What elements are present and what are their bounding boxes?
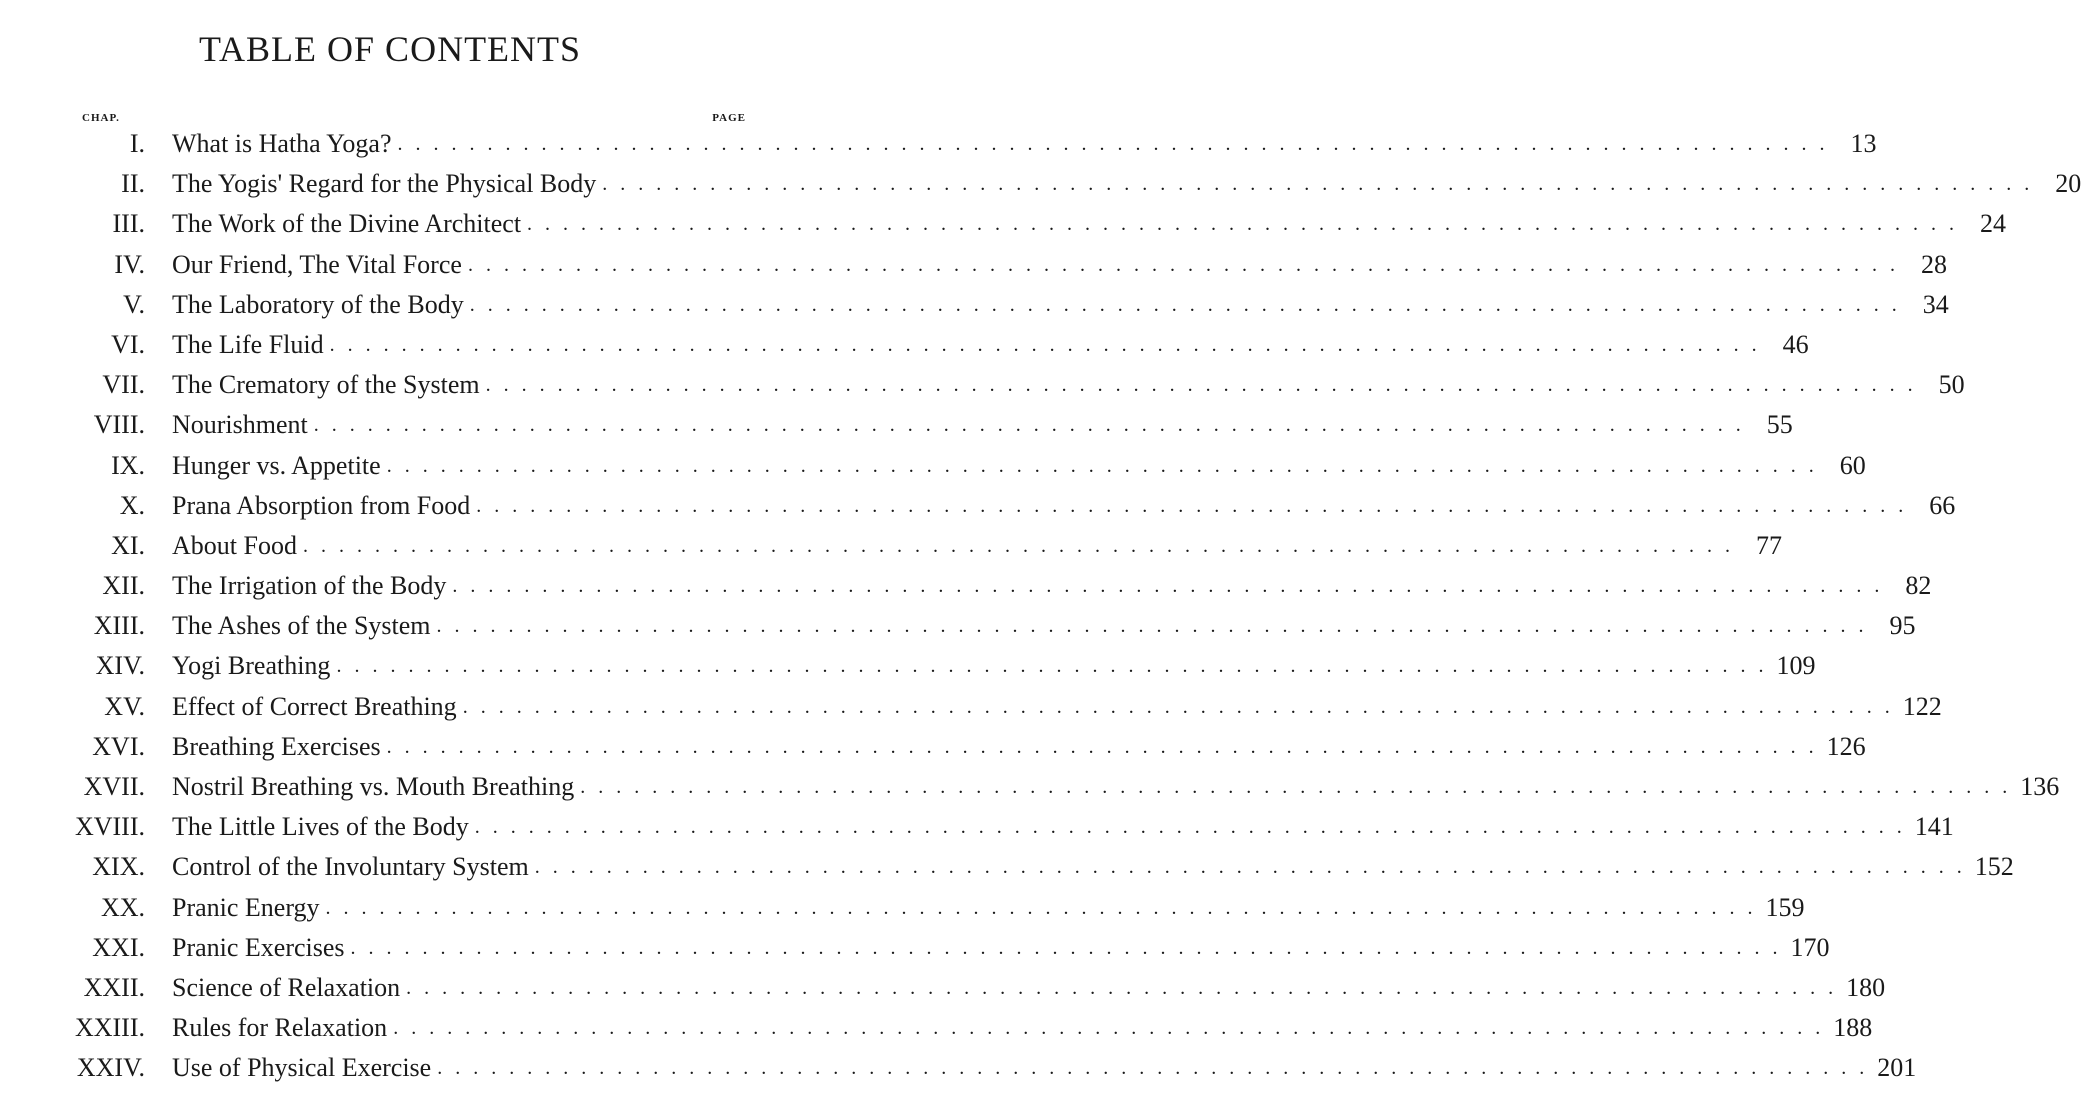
chapter-number: XVI. <box>92 731 145 761</box>
chapter-title: Nourishment <box>172 410 308 440</box>
chapter-title: Hunger vs. Appetite <box>172 450 381 480</box>
chapter-number: XII. <box>102 571 145 601</box>
dot-leader: . . . . . . . . . . . . . . . . . . . . . . . . . . . . . . . . . . . . . . . . . . . . . . . . . . . . . . . . . . . . . . . . . . . . . . . . . . . . . . . . <box>452 575 1884 598</box>
chapter-title: Prana Absorption from Food <box>172 490 471 520</box>
page-number: 20 <box>2055 169 2081 199</box>
chapter-number: VIII. <box>93 410 145 440</box>
chapter-number: IV. <box>114 249 145 279</box>
chapter-number: XIX. <box>92 852 145 882</box>
page-number: 60 <box>1839 450 1866 480</box>
chapter-title: The Laboratory of the Body <box>172 289 464 319</box>
chapter-number: III. <box>112 209 145 239</box>
page-number: 201 <box>1877 1053 1917 1083</box>
toc-entry-line <box>172 204 2007 244</box>
toc-entry <box>0 325 1809 365</box>
dot-leader: . . . . . . . . . . . . . . . . . . . . . . . . . . . . . . . . . . . . . . . . . . . . . . . . . . . . . . . . . . . . . . . . . . . . . . . . . . . . . . . . <box>462 695 1894 718</box>
chapter-title: Breathing Exercises <box>172 731 381 761</box>
toc-entry <box>0 245 1947 285</box>
page-number: 28 <box>1920 249 1947 279</box>
dot-leader: . . . . . . . . . . . . . . . . . . . . . . . . . . . . . . . . . . . . . . . . . . . . . . . . . . . . . . . . . . . . . . . . . . . . . . . . . . . . . . . . <box>406 976 1838 999</box>
chapter-number: XX. <box>100 892 145 922</box>
toc-entry-line <box>172 968 1886 1008</box>
chapter-title: The Life Fluid <box>172 329 324 359</box>
chapter-title: The Little Lives of the Body <box>172 812 469 842</box>
toc-entry <box>0 928 1830 968</box>
toc-entry <box>0 164 2081 204</box>
toc-entry <box>0 486 1956 526</box>
toc-entry-line <box>172 646 1816 686</box>
chapter-number: VII. <box>102 370 145 400</box>
chapter-column-label: CHAP. <box>82 112 120 124</box>
toc-entry <box>0 646 1816 686</box>
dot-leader: . . . . . . . . . . . . . . . . . . . . . . . . . . . . . . . . . . . . . . . . . . . . . . . . . . . . . . . . . . . . . . . . . . . . . . . . . . . . . . . . <box>485 374 1917 397</box>
dot-leader: . . . . . . . . . . . . . . . . . . . . . . . . . . . . . . . . . . . . . . . . . . . . . . . . . . . . . . . . . . . . . . . . . . . . . . . . . . . . . . . . <box>386 454 1818 477</box>
dot-leader: . . . . . . . . . . . . . . . . . . . . . . . . . . . . . . . . . . . . . . . . . . . . . . . . . . . . . . . . . . . . . . . . . . . . . . . . . . . . . . . . <box>313 414 1745 437</box>
dot-leader: . . . . . . . . . . . . . . . . . . . . . . . . . . . . . . . . . . . . . . . . . . . . . . . . . . . . . . . . . . . . . . . . . . . . . . . . . . . . . . . . <box>474 816 1906 839</box>
toc-entry-line <box>172 124 1877 164</box>
chapter-number: V. <box>123 289 145 319</box>
toc-entry-line <box>172 245 1947 285</box>
toc-entry <box>0 365 1965 405</box>
page-number: 180 <box>1846 972 1886 1002</box>
page-number: 152 <box>1974 852 2014 882</box>
dot-leader: . . . . . . . . . . . . . . . . . . . . . . . . . . . . . . . . . . . . . . . . . . . . . . . . . . . . . . . . . . . . . . . . . . . . . . . . . . . . . . . . <box>436 615 1868 638</box>
chapter-title: The Irrigation of the Body <box>172 571 447 601</box>
toc-entry-line <box>172 727 1866 767</box>
chapter-number: IX. <box>111 450 145 480</box>
toc-entry-line <box>172 888 1805 928</box>
toc-entry-line <box>172 285 1949 325</box>
chapter-number: VI. <box>111 329 145 359</box>
toc-entry-line <box>172 526 1782 566</box>
chapter-title: The Work of the Divine Architect <box>172 209 522 239</box>
chapter-number: XXI. <box>92 932 145 962</box>
toc-entry <box>0 204 2007 244</box>
toc-entry <box>0 566 1932 606</box>
chapter-title: Effect of Correct Breathing <box>172 691 457 721</box>
toc-entry <box>0 807 1954 847</box>
toc-entry <box>0 1008 1873 1048</box>
toc-entry <box>0 767 2060 807</box>
chapter-number: XIV. <box>95 651 145 681</box>
page-number: 66 <box>1929 490 1956 520</box>
chapter-number: XI. <box>111 530 145 560</box>
chapter-title: Pranic Energy <box>172 892 320 922</box>
page-number: 159 <box>1765 892 1805 922</box>
chapter-number: XVII. <box>83 772 145 801</box>
chapter-title: About Food <box>172 530 297 560</box>
page-number: 95 <box>1889 611 1916 641</box>
dot-leader: . . . . . . . . . . . . . . . . . . . . . . . . . . . . . . . . . . . . . . . . . . . . . . . . . . . . . . . . . . . . . . . . . . . . . . . . . . . . . . . . <box>534 856 1966 879</box>
page-number: 24 <box>1980 209 2007 239</box>
chapter-number: XXII. <box>83 972 145 1002</box>
toc-entry-line <box>172 1008 1873 1048</box>
chapter-title: Science of Relaxation <box>172 972 401 1002</box>
dot-leader: . . . . . . . . . . . . . . . . . . . . . . . . . . . . . . . . . . . . . . . . . . . . . . . . . . . . . . . . . . . . . . . . . . . . . . . . . . . . . . . . <box>386 735 1818 758</box>
dot-leader: . . . . . . . . . . . . . . . . . . . . . . . . . . . . . . . . . . . . . . . . . . . . . . . . . . . . . . . . . . . . . . . . . . . . . . . . . . . . . . . . <box>393 1017 1825 1040</box>
page-number: 34 <box>1922 289 1949 319</box>
page-number: 141 <box>1914 812 1954 842</box>
page-number: 55 <box>1766 410 1793 440</box>
page-number: 46 <box>1782 329 1809 359</box>
toc-entry-line <box>172 807 1954 847</box>
toc-entry-line <box>172 446 1866 486</box>
chapter-number: XVIII. <box>74 812 145 842</box>
toc-entry <box>0 526 1782 566</box>
page-title: TABLE OF CONTENTS <box>198 29 582 69</box>
dot-leader: . . . . . . . . . . . . . . . . . . . . . . . . . . . . . . . . . . . . . . . . . . . . . . . . . . . . . . . . . . . . . . . . . . . . . . . . . . . . . . . . <box>329 333 1761 356</box>
dot-leader: . . . . . . . . . . . . . . . . . . . . . . . . . . . . . . . . . . . . . . . . . . . . . . . . . . . . . . . . . . . . . . . . . . . . . . . . . . . . . . . . <box>325 896 1757 919</box>
chapter-title: Yogi Breathing <box>172 651 331 681</box>
toc-entry <box>0 285 1949 325</box>
toc-entry <box>0 124 1877 164</box>
page-number: 13 <box>1850 129 1877 158</box>
toc-entry-line <box>172 767 2060 807</box>
toc-entry-line <box>172 566 1932 606</box>
chapter-title: Control of the Involuntary System <box>172 852 529 882</box>
toc-entry <box>0 405 1793 445</box>
chapter-number: II. <box>121 169 145 199</box>
dot-leader: . . . . . . . . . . . . . . . . . . . . . . . . . . . . . . . . . . . . . . . . . . . . . . . . . . . . . . . . . . . . . . . . . . . . . . . . . . . . . . . . <box>476 494 1908 517</box>
chapter-title: Pranic Exercises <box>172 932 345 962</box>
dot-leader: . . . . . . . . . . . . . . . . . . . . . . . . . . . . . . . . . . . . . . . . . . . . . . . . . . . . . . . . . . . . . . . . . . . . . . . . . . . . . . . . <box>302 534 1734 557</box>
toc-entry <box>0 847 2014 887</box>
page-number: 122 <box>1902 691 1942 721</box>
toc-entry <box>0 968 1886 1008</box>
toc-entry <box>0 1048 1917 1088</box>
chapter-number: XIII. <box>93 611 145 641</box>
chapter-number: XXIII. <box>74 1013 145 1043</box>
page-number: 50 <box>1938 370 1965 400</box>
chapter-title: The Ashes of the System <box>172 611 431 641</box>
dot-leader: . . . . . . . . . . . . . . . . . . . . . . . . . . . . . . . . . . . . . . . . . . . . . . . . . . . . . . . . . . . . . . . . . . . . . . . . . . . . . . . . <box>397 133 1829 155</box>
chapter-title: Nostril Breathing vs. Mouth Breathing <box>172 772 575 801</box>
dot-leader: . . . . . . . . . . . . . . . . . . . . . . . . . . . . . . . . . . . . . . . . . . . . . . . . . . . . . . . . . . . . . . . . . . . . . . . . . . . . . . . . <box>467 253 1899 276</box>
toc-entry-line <box>172 928 1830 968</box>
page-number: 82 <box>1905 571 1932 601</box>
table-of-contents <box>0 124 2081 1089</box>
toc-entry-line <box>172 606 1916 646</box>
toc-entry <box>0 687 1942 727</box>
chapter-title: Use of Physical Exercise <box>172 1053 432 1083</box>
chapter-title: The Yogis' Regard for the Physical Body <box>172 169 597 199</box>
chapter-number: XXIV. <box>76 1053 145 1083</box>
chapter-title: Our Friend, The Vital Force <box>172 249 462 279</box>
page-number: 188 <box>1833 1013 1873 1043</box>
page-number: 126 <box>1826 731 1866 761</box>
dot-leader: . . . . . . . . . . . . . . . . . . . . . . . . . . . . . . . . . . . . . . . . . . . . . . . . . . . . . . . . . . . . . . . . . . . . . . . . . . . . . . . . <box>527 213 1959 236</box>
chapter-title: Rules for Relaxation <box>172 1013 388 1043</box>
chapter-title: The Crematory of the System <box>172 370 480 400</box>
toc-entry <box>0 606 1916 646</box>
page-number: 170 <box>1790 932 1830 962</box>
toc-entry-line <box>172 847 2014 887</box>
dot-leader: . . . . . . . . . . . . . . . . . . . . . . . . . . . . . . . . . . . . . . . . . . . . . . . . . . . . . . . . . . . . . . . . . . . . . . . . . . . . . . . . <box>469 293 1901 316</box>
dot-leader: . . . . . . . . . . . . . . . . . . . . . . . . . . . . . . . . . . . . . . . . . . . . . . . . . . . . . . . . . . . . . . . . . . . . . . . . . . . . . . . . <box>350 936 1782 959</box>
page-number: 136 <box>2020 772 2060 801</box>
toc-entry-line <box>172 325 1809 365</box>
page-number: 109 <box>1776 651 1816 681</box>
toc-entry <box>0 727 1866 767</box>
page-number: 77 <box>1755 530 1782 560</box>
toc-entry-line <box>172 687 1942 727</box>
chapter-title: What is Hatha Yoga? <box>172 129 392 158</box>
dot-leader: . . . . . . . . . . . . . . . . . . . . . . . . . . . . . . . . . . . . . . . . . . . . . . . . . . . . . . . . . . . . . . . . . . . . . . . . . . . . . . . . <box>437 1057 1869 1080</box>
toc-entry-line <box>172 164 2081 204</box>
chapter-number: I. <box>129 129 145 158</box>
toc-entry-line <box>172 1048 1917 1088</box>
toc-entry <box>0 888 1805 928</box>
toc-entry-line <box>172 405 1793 445</box>
toc-entry <box>0 446 1866 486</box>
toc-entry-line <box>172 365 1965 405</box>
dot-leader: . . . . . . . . . . . . . . . . . . . . . . . . . . . . . . . . . . . . . . . . . . . . . . . . . . . . . . . . . . . . . . . . . . . . . . . . . . . . . . . . <box>580 776 2012 798</box>
page-column-label: PAGE <box>712 112 746 124</box>
dot-leader: . . . . . . . . . . . . . . . . . . . . . . . . . . . . . . . . . . . . . . . . . . . . . . . . . . . . . . . . . . . . . . . . . . . . . . . . . . . . . . . . <box>602 173 2034 196</box>
chapter-number: X. <box>119 490 145 520</box>
chapter-number: XV. <box>104 691 145 721</box>
dot-leader: . . . . . . . . . . . . . . . . . . . . . . . . . . . . . . . . . . . . . . . . . . . . . . . . . . . . . . . . . . . . . . . . . . . . . . . . . . . . . . . . <box>336 655 1768 678</box>
toc-entry-line <box>172 486 1956 526</box>
